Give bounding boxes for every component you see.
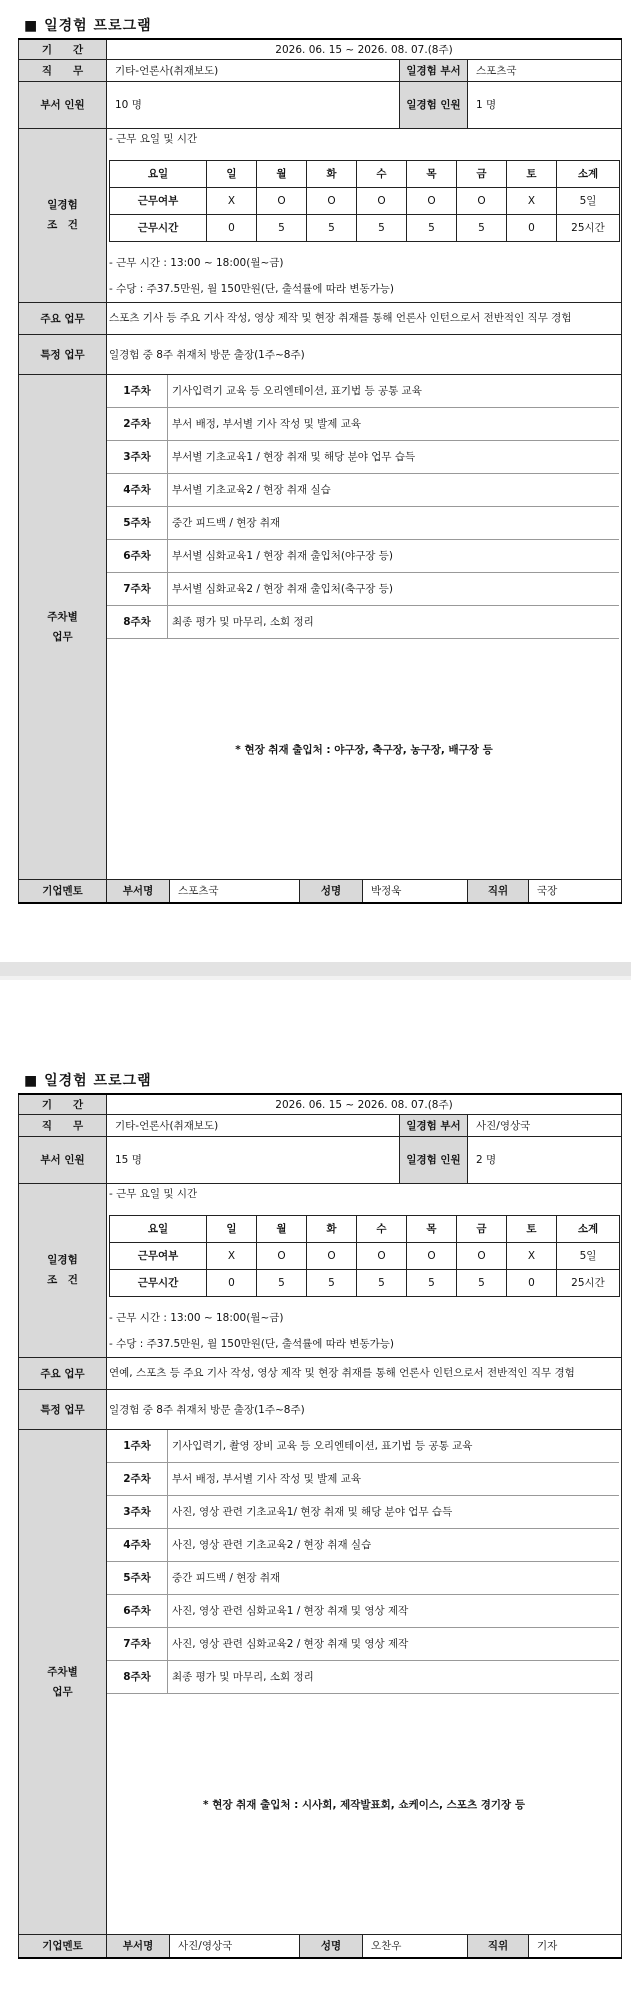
schedule-header-cell: 소계 xyxy=(557,160,620,187)
schedule-cell: 0 xyxy=(507,214,557,241)
period-label: 기 간 xyxy=(19,39,107,59)
schedule-cell: 0 xyxy=(207,214,257,241)
page-separator xyxy=(0,930,631,1055)
period-value: 2026. 06. 15 ~ 2026. 08. 07.(8주) xyxy=(107,1094,622,1114)
site-note: * 현장 취재 출입처 : 야구장, 축구장, 농구장, 배구장 등 xyxy=(235,743,493,756)
week-row xyxy=(107,1561,619,1594)
schedule-cell: 근무시간 xyxy=(110,1269,207,1296)
mentor-label: 기업멘토 xyxy=(19,1934,107,1958)
schedule-cell: O xyxy=(257,187,307,214)
exp-people-label: 일경험 인원 xyxy=(400,1136,468,1183)
schedule-header-cell: 토 xyxy=(507,160,557,187)
schedule-cell: 근무시간 xyxy=(110,214,207,241)
week-description: 부서 배정, 부서별 기사 작성 및 발제 교육 xyxy=(168,407,620,440)
week-number: 3주차 xyxy=(107,1495,168,1528)
week-description: 사진, 영상 관련 심화교육1 / 현장 취재 및 영상 제작 xyxy=(168,1594,620,1627)
week-description: 사진, 영상 관련 기초교육2 / 현장 취재 실습 xyxy=(168,1528,620,1561)
job-label: 직 무 xyxy=(19,1114,107,1136)
schedule-header-cell: 금 xyxy=(457,160,507,187)
week-row xyxy=(107,1528,619,1561)
week-number: 4주차 xyxy=(107,473,168,506)
schedule-cell: 5일 xyxy=(557,187,620,214)
work-hours-text: - 근무 시간 : 13:00 ~ 18:00(월~금) xyxy=(109,256,284,269)
mentor-name-value: 박정욱 xyxy=(363,879,468,903)
week-number: 1주차 xyxy=(107,375,168,408)
mentor-pos-value: 기자 xyxy=(529,1934,622,1958)
schedule-cell: O xyxy=(457,1242,507,1269)
week-row xyxy=(107,1495,619,1528)
schedule-cell: X xyxy=(507,187,557,214)
mentor-dept-value: 스포츠국 xyxy=(170,879,300,903)
week-number: 2주차 xyxy=(107,1462,168,1495)
conditions-heading: - 근무 요일 및 시간 xyxy=(109,1187,198,1200)
job-value: 기타-언론사(취재보도) xyxy=(107,59,400,81)
week-number: 5주차 xyxy=(107,1561,168,1594)
week-row xyxy=(107,1660,619,1693)
schedule-cell: 25시간 xyxy=(557,214,620,241)
schedule-table xyxy=(109,1215,620,1297)
schedule-cell: 5 xyxy=(357,214,407,241)
special-duty-label: 특정 업무 xyxy=(19,334,107,374)
schedule-header-cell: 금 xyxy=(457,1215,507,1242)
schedule-cell: 근무여부 xyxy=(110,187,207,214)
main-duty-label: 주요 업무 xyxy=(19,302,107,334)
week-row xyxy=(107,506,619,539)
pay-text: - 수당 : 주37.5만원, 월 150만원(단, 출석률에 따라 변동가능) xyxy=(109,1337,395,1350)
period-value: 2026. 06. 15 ~ 2026. 08. 07.(8주) xyxy=(107,39,622,59)
week-row xyxy=(107,407,619,440)
week-row xyxy=(107,473,619,506)
mentor-name-label: 성명 xyxy=(300,879,363,903)
conditions-cell xyxy=(107,128,622,302)
week-description: 최종 평가 및 마무리, 소회 정리 xyxy=(168,605,620,638)
schedule-cell: 0 xyxy=(207,1269,257,1296)
schedule-cell: O xyxy=(307,1242,357,1269)
conditions-label: 일경험 조 건 xyxy=(19,128,107,302)
program-title: ■ 일경험 프로그램 xyxy=(24,1073,152,1089)
main-duty-label: 주요 업무 xyxy=(19,1357,107,1389)
week-description: 사진, 영상 관련 심화교육2 / 현장 취재 및 영상 제작 xyxy=(168,1627,620,1660)
mentor-dept-label: 부서명 xyxy=(107,879,170,903)
special-duty-value: 일경험 중 8주 취재처 방문 출장(1주~8주) xyxy=(107,1389,622,1429)
week-number: 8주차 xyxy=(107,1660,168,1693)
week-number: 6주차 xyxy=(107,1594,168,1627)
schedule-cell: O xyxy=(357,187,407,214)
week-description: 중간 피드백 / 현장 취재 xyxy=(168,1561,620,1594)
schedule-row-workdays xyxy=(110,1242,620,1269)
schedule-cell: 5 xyxy=(407,1269,457,1296)
schedule-cell: 근무여부 xyxy=(110,1242,207,1269)
schedule-header-cell: 월 xyxy=(257,1215,307,1242)
schedule-row-workdays xyxy=(110,187,620,214)
mentor-dept-label: 부서명 xyxy=(107,1934,170,1958)
week-row xyxy=(107,1462,619,1495)
week-number: 5주차 xyxy=(107,506,168,539)
special-duty-value: 일경험 중 8주 취재처 방문 출장(1주~8주) xyxy=(107,334,622,374)
mentor-pos-label: 직위 xyxy=(468,879,529,903)
schedule-cell: O xyxy=(457,187,507,214)
dept-value: 사진/영상국 xyxy=(468,1114,622,1136)
week-number: 7주차 xyxy=(107,572,168,605)
conditions-cell xyxy=(107,1183,622,1357)
schedule-cell: 5 xyxy=(257,214,307,241)
schedule-cell: 5 xyxy=(457,1269,507,1296)
mentor-pos-label: 직위 xyxy=(468,1934,529,1958)
schedule-cell: 0 xyxy=(507,1269,557,1296)
job-label: 직 무 xyxy=(19,59,107,81)
schedule-cell: 5 xyxy=(307,214,357,241)
schedule-row-hours xyxy=(110,1269,620,1296)
week-number: 8주차 xyxy=(107,605,168,638)
site-note: * 현장 취재 출입처 : 시사회, 제작발표회, 쇼케이스, 스포츠 경기장 등 xyxy=(203,1798,525,1811)
schedule-row-hours xyxy=(110,214,620,241)
main-duty-value: 스포츠 기사 등 주요 기사 작성, 영상 제작 및 현장 취재를 통해 언론사 인턴으로서 전반적인 직무 경험 xyxy=(107,302,622,334)
weekly-label: 주차별 업무 xyxy=(19,374,107,879)
schedule-cell: X xyxy=(207,187,257,214)
schedule-cell: 25시간 xyxy=(557,1269,620,1296)
week-number: 6주차 xyxy=(107,539,168,572)
dept-label: 일경험 부서 xyxy=(400,59,468,81)
schedule-cell: O xyxy=(407,187,457,214)
schedule-header-cell: 요일 xyxy=(110,160,207,187)
period-label: 기 간 xyxy=(19,1094,107,1114)
week-row xyxy=(107,1627,619,1660)
week-description: 부서 배정, 부서별 기사 작성 및 발제 교육 xyxy=(168,1462,620,1495)
program-table xyxy=(18,1093,622,1959)
dept-people-label: 부서 인원 xyxy=(19,1136,107,1183)
week-number: 3주차 xyxy=(107,440,168,473)
dept-label: 일경험 부서 xyxy=(400,1114,468,1136)
schedule-header-cell: 일 xyxy=(207,1215,257,1242)
week-description: 부서별 기초교육1 / 현장 취재 및 해당 분야 업무 습득 xyxy=(168,440,620,473)
dept-value: 스포츠국 xyxy=(468,59,622,81)
schedule-table xyxy=(109,160,620,242)
schedule-cell: 5 xyxy=(257,1269,307,1296)
week-row xyxy=(107,440,619,473)
schedule-cell: O xyxy=(357,1242,407,1269)
exp-people-value: 1 명 xyxy=(468,81,622,128)
mentor-name-value: 오찬우 xyxy=(363,1934,468,1958)
week-description: 사진, 영상 관련 기초교육1/ 현장 취재 및 해당 분야 업무 습득 xyxy=(168,1495,620,1528)
conditions-heading: - 근무 요일 및 시간 xyxy=(109,132,198,145)
week-row xyxy=(107,375,619,408)
schedule-header-cell: 목 xyxy=(407,160,457,187)
mentor-label: 기업멘토 xyxy=(19,879,107,903)
week-description: 중간 피드백 / 현장 취재 xyxy=(168,506,620,539)
schedule-header-cell: 수 xyxy=(357,160,407,187)
schedule-header-row xyxy=(110,1215,620,1242)
week-number: 1주차 xyxy=(107,1430,168,1463)
job-value: 기타-언론사(취재보도) xyxy=(107,1114,400,1136)
schedule-cell: X xyxy=(507,1242,557,1269)
week-description: 기사입력기, 촬영 장비 교육 등 오리엔테이션, 표기법 등 공통 교육 xyxy=(168,1430,620,1463)
weekly-table xyxy=(107,1430,619,1694)
schedule-cell: O xyxy=(407,1242,457,1269)
schedule-header-cell: 수 xyxy=(357,1215,407,1242)
schedule-header-cell: 화 xyxy=(307,1215,357,1242)
schedule-header-cell: 화 xyxy=(307,160,357,187)
schedule-cell: O xyxy=(257,1242,307,1269)
schedule-cell: 5 xyxy=(457,214,507,241)
schedule-header-row xyxy=(110,160,620,187)
schedule-cell: 5 xyxy=(307,1269,357,1296)
pay-text: - 수당 : 주37.5만원, 월 150만원(단, 출석률에 따라 변동가능) xyxy=(109,282,395,295)
week-row xyxy=(107,1430,619,1463)
weekly-label: 주차별 업무 xyxy=(19,1429,107,1934)
week-row xyxy=(107,1594,619,1627)
schedule-header-cell: 소계 xyxy=(557,1215,620,1242)
week-row xyxy=(107,539,619,572)
schedule-header-cell: 토 xyxy=(507,1215,557,1242)
schedule-header-cell: 월 xyxy=(257,160,307,187)
schedule-header-cell: 목 xyxy=(407,1215,457,1242)
exp-people-label: 일경험 인원 xyxy=(400,81,468,128)
dept-people-value: 10 명 xyxy=(107,81,400,128)
program-page xyxy=(0,1055,631,1985)
schedule-cell: X xyxy=(207,1242,257,1269)
mentor-name-label: 성명 xyxy=(300,1934,363,1958)
week-description: 부서별 기초교육2 / 현장 취재 실습 xyxy=(168,473,620,506)
main-duty-value: 연예, 스포츠 등 주요 기사 작성, 영상 제작 및 현장 취재를 통해 언론사 인턴으로서 전반적인 직무 경험 xyxy=(107,1357,622,1389)
week-description: 기사입력기 교육 등 오리엔테이션, 표기법 등 공통 교육 xyxy=(168,375,620,408)
week-row xyxy=(107,572,619,605)
schedule-cell: 5 xyxy=(357,1269,407,1296)
week-row xyxy=(107,605,619,638)
exp-people-value: 2 명 xyxy=(468,1136,622,1183)
schedule-header-cell: 요일 xyxy=(110,1215,207,1242)
weekly-cell xyxy=(107,374,622,879)
weekly-table xyxy=(107,375,619,639)
weekly-cell xyxy=(107,1429,622,1934)
schedule-header-cell: 일 xyxy=(207,160,257,187)
mentor-pos-value: 국장 xyxy=(529,879,622,903)
program-title: ■ 일경험 프로그램 xyxy=(24,18,152,34)
week-description: 최종 평가 및 마무리, 소회 정리 xyxy=(168,1660,620,1693)
program-page xyxy=(0,0,631,930)
week-description: 부서별 심화교육2 / 현장 취재 출입처(축구장 등) xyxy=(168,572,620,605)
conditions-label: 일경험 조 건 xyxy=(19,1183,107,1357)
schedule-cell: 5 xyxy=(407,214,457,241)
mentor-dept-value: 사진/영상국 xyxy=(170,1934,300,1958)
week-number: 4주차 xyxy=(107,1528,168,1561)
schedule-cell: O xyxy=(307,187,357,214)
week-number: 7주차 xyxy=(107,1627,168,1660)
week-number: 2주차 xyxy=(107,407,168,440)
dept-people-label: 부서 인원 xyxy=(19,81,107,128)
schedule-cell: 5일 xyxy=(557,1242,620,1269)
program-table xyxy=(18,38,622,904)
week-description: 부서별 심화교육1 / 현장 취재 출입처(야구장 등) xyxy=(168,539,620,572)
work-hours-text: - 근무 시간 : 13:00 ~ 18:00(월~금) xyxy=(109,1311,284,1324)
special-duty-label: 특정 업무 xyxy=(19,1389,107,1429)
dept-people-value: 15 명 xyxy=(107,1136,400,1183)
